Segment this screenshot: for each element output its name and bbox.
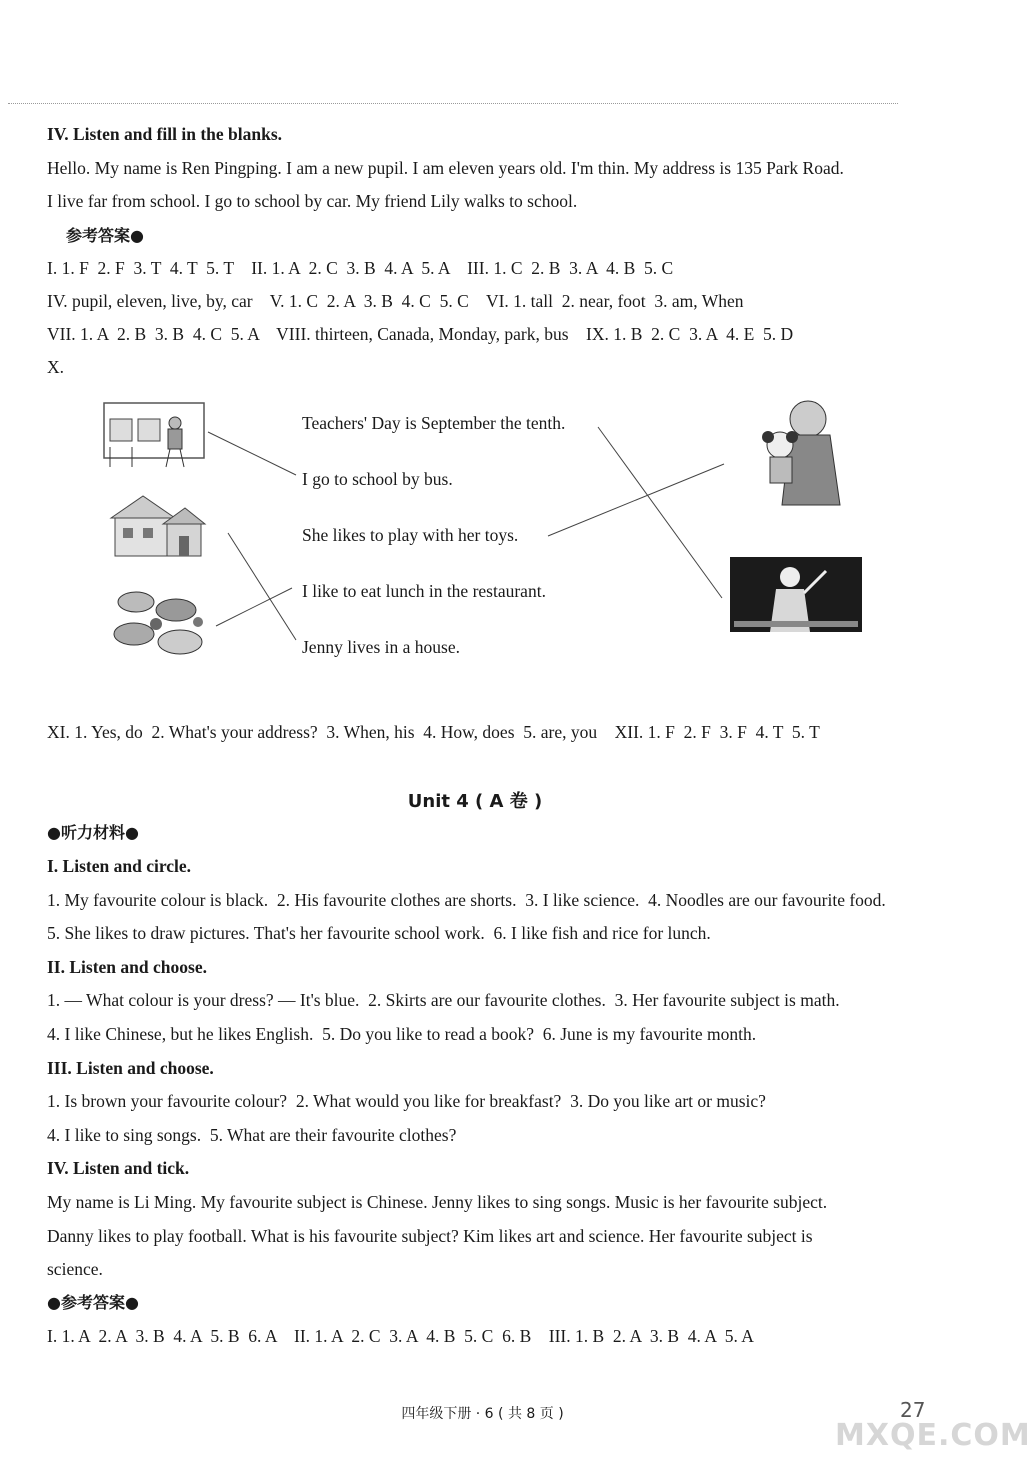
unit4-part4-heading: IV. Listen and tick. xyxy=(47,1158,190,1178)
unit4-part1-line: 5. She likes to draw pictures. That's her favourite school work. 6. I like fish and rice for lunch. xyxy=(47,923,711,943)
unit4-part4-line: My name is Li Ming. My favourite subject is Chinese. Jenny likes to sing songs. Music is her favourite subject. xyxy=(47,1192,828,1212)
match-sentence: Jenny lives in a house. xyxy=(302,637,460,657)
unit4-part2-line: 1. — What colour is your dress? — It's blue. 2. Skirts are our favourite clothes. 3. Her favourite subject is math. xyxy=(47,990,840,1010)
match-sentence: Teachers' Day is September the tenth. xyxy=(302,413,566,433)
answers-label: 参考答案● xyxy=(66,226,144,245)
answer-line: IV. pupil, eleven, live, by, car V. 1. C 2. A 3. B 4. C 5. C VI. 1. tall 2. near, foot 3. am, When xyxy=(47,291,744,311)
unit4-part3-line: 1. Is brown your favourite colour? 2. What would you like for breakfast? 3. Do you like art or music? xyxy=(47,1091,766,1111)
part4-heading: IV. Listen and fill in the blanks. xyxy=(47,124,283,144)
matching-lines xyxy=(0,0,1000,700)
unit4-part3-line: 4. I like to sing songs. 5. What are their favourite clothes? xyxy=(47,1125,457,1145)
match-sentence: I go to school by bus. xyxy=(302,469,453,489)
unit4-part1-line: 1. My favourite colour is black. 2. His favourite clothes are shorts. 3. I like science. 4. Noodles are our favourite food. xyxy=(47,890,886,910)
unit4-part2-heading: II. Listen and choose. xyxy=(47,957,207,977)
answer-line-xi-xii: XI. 1. Yes, do 2. What's your address? 3. When, his 4. How, does 5. are, you XII. 1. F 2. F 3. F 4. T 5. T xyxy=(47,722,820,742)
answer-line: X. xyxy=(47,357,65,377)
listening-material-label: ●听力材料● xyxy=(47,823,139,842)
match-sentence: She likes to play with her toys. xyxy=(302,525,519,545)
unit4-part2-line: 4. I like Chinese, but he likes English. 5. Do you like to read a book? 6. June is my favourite month. xyxy=(47,1024,757,1044)
unit4-part4-line: science. xyxy=(47,1259,103,1279)
answer-line: VII. 1. A 2. B 3. B 4. C 5. A VIII. thirteen, Canada, Monday, park, bus IX. 1. B 2. C 3. A 4. E 5. D xyxy=(47,324,794,344)
unit4-part1-heading: I. Listen and circle. xyxy=(47,856,192,876)
part4-text-line1: Hello. My name is Ren Pingping. I am a new pupil. I am eleven years old. I'm thin. My address is 135 Park Road. xyxy=(47,158,844,178)
match-sentence: I like to eat lunch in the restaurant. xyxy=(302,581,546,601)
watermark: MXQE.COM xyxy=(835,1418,1031,1453)
part4-text-line2: I live far from school. I go to school by car. My friend Lily walks to school. xyxy=(47,191,578,211)
unit4-answers-label: ●参考答案● xyxy=(47,1293,139,1312)
page-footer: 四年级下册 · 6 ( 共 8 页 ) xyxy=(401,1406,564,1422)
answer-line: I. 1. F 2. F 3. T 4. T 5. T II. 1. A 2. C 3. B 4. A 5. A III. 1. C 2. B 3. A 4. B 5. C xyxy=(47,258,674,278)
unit-title: Unit 4 ( A 卷 ) xyxy=(407,791,543,812)
page-number: 27 xyxy=(900,1398,926,1422)
unit4-part3-heading: III. Listen and choose. xyxy=(47,1058,214,1078)
unit4-part4-line: Danny likes to play football. What is his favourite subject? Kim likes art and science. Her favourite subject is xyxy=(47,1226,813,1246)
unit4-answer-line: I. 1. A 2. A 3. B 4. A 5. B 6. A II. 1. A 2. C 3. A 4. B 5. C 6. B III. 1. B 2. A 3. B 4. A 5. A xyxy=(47,1326,754,1346)
